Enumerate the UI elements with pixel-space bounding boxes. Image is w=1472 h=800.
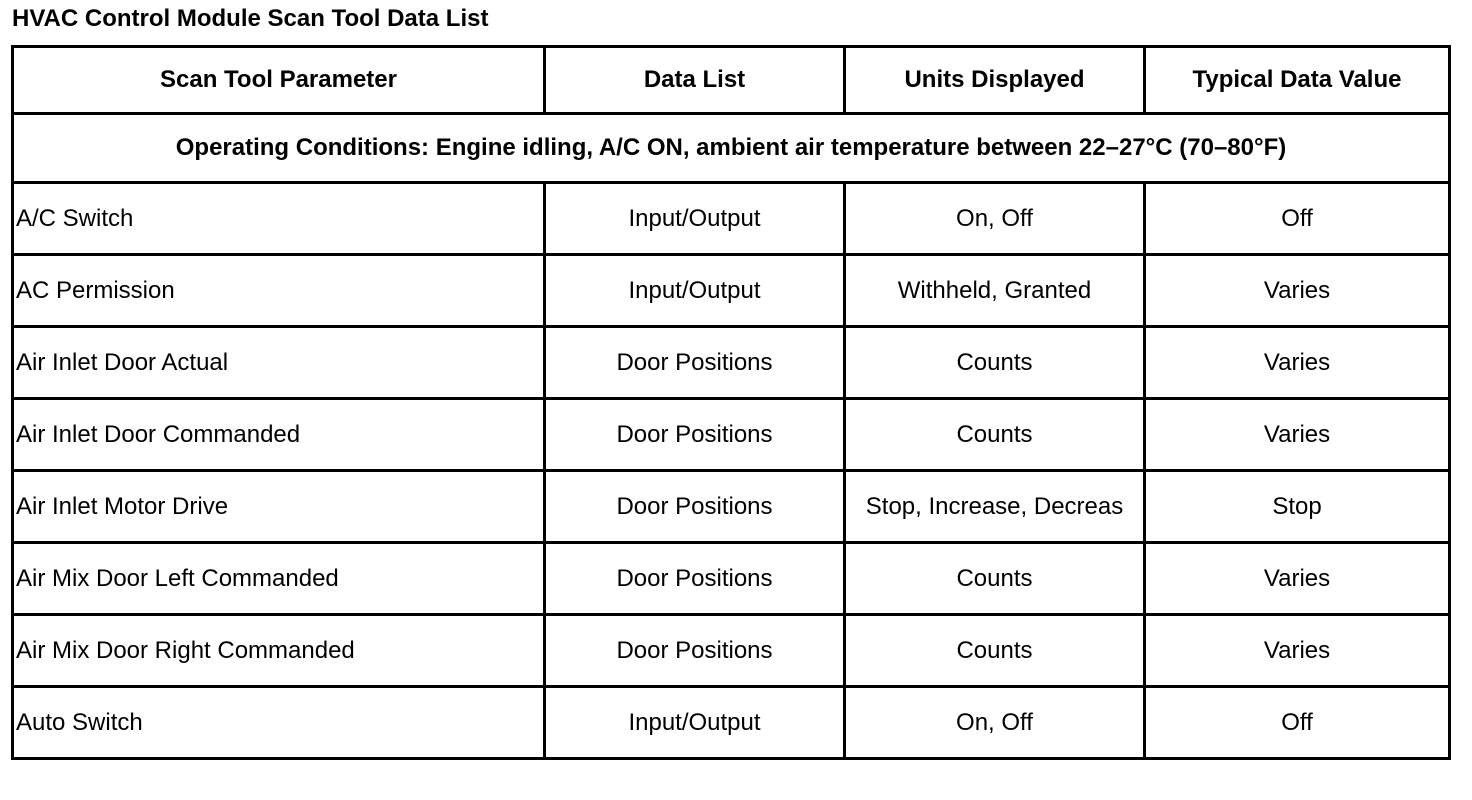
data-list-cell: Door Positions <box>545 327 845 399</box>
typical-value-cell: Off <box>1145 183 1450 255</box>
scan-tool-data-table <box>11 45 1451 760</box>
units-cell: On, Off <box>845 183 1145 255</box>
header-data-list: Data List <box>545 47 845 114</box>
data-list-cell: Door Positions <box>545 471 845 543</box>
units-cell: Withheld, Granted <box>845 255 1145 327</box>
table-header-row <box>13 47 1450 114</box>
units-cell: Counts <box>845 543 1145 615</box>
table-row <box>13 687 1450 759</box>
table-row <box>13 399 1450 471</box>
data-list-cell: Input/Output <box>545 183 845 255</box>
parameter-cell: Air Mix Door Right Commanded <box>13 615 545 687</box>
units-cell: Counts <box>845 399 1145 471</box>
data-list-cell: Door Positions <box>545 543 845 615</box>
parameter-cell: Air Inlet Door Actual <box>13 327 545 399</box>
parameter-cell: A/C Switch <box>13 183 545 255</box>
table-row <box>13 183 1450 255</box>
operating-conditions-text: Operating Conditions: Engine idling, A/C ON, ambient air temperature between 22–27°C (70–80°F) <box>13 114 1450 183</box>
typical-value-cell: Varies <box>1145 327 1450 399</box>
units-cell: On, Off <box>845 687 1145 759</box>
typical-value-cell: Stop <box>1145 471 1450 543</box>
units-cell: Stop, Increase, Decreas <box>845 471 1145 543</box>
header-units-displayed: Units Displayed <box>845 47 1145 114</box>
parameter-cell: Auto Switch <box>13 687 545 759</box>
typical-value-cell: Varies <box>1145 399 1450 471</box>
parameter-cell: AC Permission <box>13 255 545 327</box>
table-row <box>13 471 1450 543</box>
header-scan-tool-parameter: Scan Tool Parameter <box>13 47 545 114</box>
table-row <box>13 255 1450 327</box>
data-list-cell: Door Positions <box>545 399 845 471</box>
table-row <box>13 327 1450 399</box>
units-cell: Counts <box>845 327 1145 399</box>
operating-conditions-row <box>13 114 1450 183</box>
parameter-cell: Air Mix Door Left Commanded <box>13 543 545 615</box>
units-cell: Counts <box>845 615 1145 687</box>
typical-value-cell: Varies <box>1145 255 1450 327</box>
data-list-cell: Input/Output <box>545 687 845 759</box>
parameter-cell: Air Inlet Motor Drive <box>13 471 545 543</box>
document-title: HVAC Control Module Scan Tool Data List <box>12 5 489 32</box>
typical-value-cell: Varies <box>1145 615 1450 687</box>
data-list-cell: Door Positions <box>545 615 845 687</box>
table-row <box>13 615 1450 687</box>
table-row <box>13 543 1450 615</box>
parameter-cell: Air Inlet Door Commanded <box>13 399 545 471</box>
typical-value-cell: Varies <box>1145 543 1450 615</box>
typical-value-cell: Off <box>1145 687 1450 759</box>
header-typical-data-value: Typical Data Value <box>1145 47 1450 114</box>
data-list-cell: Input/Output <box>545 255 845 327</box>
